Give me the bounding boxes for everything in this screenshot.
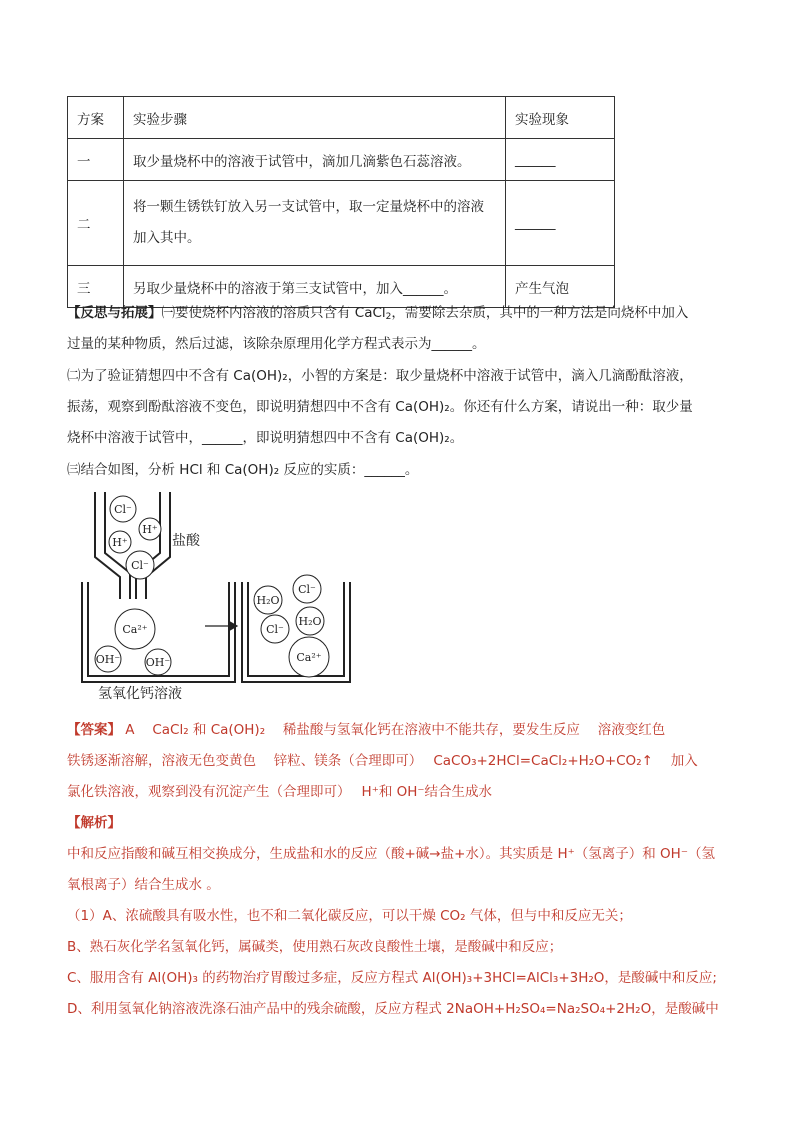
header-plan: 方案 — [68, 97, 124, 139]
header-result: 实验现象 — [506, 97, 615, 139]
row1-step: 取少量烧杯中的溶液于试管中，滴加几滴紫色石蕊溶液。 — [124, 139, 506, 181]
row3-result: 产生气泡 — [506, 266, 615, 308]
dropper-right-wall — [146, 492, 170, 599]
base-label: 氢氧化钙溶液 — [98, 686, 182, 702]
row3-plan: 三 — [68, 266, 124, 308]
label-cl-3: Cl⁻ — [298, 583, 316, 596]
label-h-2: H⁺ — [112, 536, 128, 549]
answer-line3: 氯化铁溶液，观察到没有沉淀产生（合理即可） H⁺和 OH⁻结合生成水 — [67, 784, 493, 800]
experiment-table — [67, 96, 615, 308]
label-oh-1: OH⁻ — [95, 653, 121, 666]
table-row — [68, 266, 615, 308]
label-oh-2: OH⁻ — [145, 656, 171, 669]
row2-step-line1: 将一颗生锈铁钉放入另一支试管中，取一定量烧杯中的溶液 — [133, 199, 484, 215]
row2-step — [124, 181, 506, 266]
label-cl-2: Cl⁻ — [131, 559, 149, 572]
reflection-p1-line1: 【反思与拓展】㈠要使烧杯内溶液的溶质只含有 CaCl$_2$，需要除去杂质，其中的一种方法是向烧杯中加入 — [67, 305, 689, 322]
row2-step-line2: 加入其中。 — [133, 230, 201, 246]
label-cl-1: Cl⁻ — [114, 503, 132, 516]
reflection-p1-line2: 过量的某种物质，然后过滤，该除杂原理用化学方程式表示为______。 — [67, 336, 486, 352]
reflection-p2-line1: ㈡为了验证猜想四中不含有 Ca(OH)₂，小智的方案是：取少量烧杯中溶液于试管中，滴入几滴酚酞溶液， — [67, 368, 693, 384]
analysis-line6: D、利用氢氧化钠溶液洗涤石油产品中的残余硫酸，反应方程式 2NaOH+H₂SO₄=Na₂SO₄+2H₂O，是酸碱中 — [67, 1001, 719, 1017]
analysis-line1: 中和反应指酸和碱互相交换成分，生成盐和水的反应（酸+碱→盐+水）。其实质是 H⁺（氢离子）和 OH⁻（氢 — [67, 846, 715, 862]
label-h2o-2: H₂O — [298, 615, 322, 628]
row1-plan: 一 — [68, 139, 124, 181]
reaction-diagram — [70, 487, 370, 707]
table-header-row — [68, 97, 615, 139]
row3-step: 另取少量烧杯中的溶液于第三支试管中，加入______。 — [124, 266, 506, 308]
header-step: 实验步骤 — [124, 97, 506, 139]
label-ca-right: Ca²⁺ — [296, 651, 322, 664]
label-h-1: H⁺ — [142, 523, 158, 536]
analysis-label: 【解析】 — [67, 815, 121, 831]
label-cl-4: Cl⁻ — [266, 623, 284, 636]
row2-plan: 二 — [68, 181, 124, 266]
reflection-p1-b: ，需要除去杂质，其中的一种方法是向烧杯中加入 — [391, 305, 689, 321]
row2-result: ______ — [506, 181, 615, 266]
reflection-p1-a: ㈠要使烧杯内溶液的溶质只含有 CaCl — [161, 305, 386, 321]
row1-result: ______ — [506, 139, 615, 181]
acid-label: 盐酸 — [172, 533, 200, 549]
label-h2o-1: H₂O — [256, 594, 280, 607]
analysis-line2: 氧根离子）结合生成水 。 — [67, 877, 220, 893]
answer-line2: 铁锈逐渐溶解，溶液无色变黄色 锌粒、镁条（合理即可） CaCO₃+2HCl=CaCl₂+H₂O+CO₂↑ 加入 — [67, 753, 698, 769]
answer-label: 【答案】 — [67, 722, 121, 738]
table-row — [68, 181, 615, 266]
answer-line1-text: A CaCl₂ 和 Ca(OH)₂ 稀盐酸与氢氧化钙在溶液中不能共存，要发生反应 溶液变红色 — [125, 722, 666, 738]
reflection-label: 【反思与拓展】 — [67, 305, 162, 321]
analysis-line3: （1）A、浓硫酸具有吸水性，也不和二氧化碳反应，可以干燥 CO₂ 气体，但与中和反应无关； — [67, 908, 632, 924]
reflection-p2-line2: 振荡，观察到酚酞溶液不变色，即说明猜想四中不含有 Ca(OH)₂。你还有什么方案，请说出一种：取少量 — [67, 399, 693, 415]
table-row — [68, 139, 615, 181]
analysis-line5: C、服用含有 Al(OH)₃ 的药物治疗胃酸过多症，反应方程式 Al(OH)₃+3HCl=AlCl₃+3H₂O，是酸碱中和反应; — [67, 970, 717, 986]
answer-line1 — [67, 720, 665, 740]
reflection-p3: ㈢结合如图，分析 HCl 和 Ca(OH)₂ 反应的实质：______。 — [67, 462, 419, 478]
analysis-line4: B、熟石灰化学名氢氧化钙，属碱类，使用熟石灰改良酸性土壤，是酸碱中和反应； — [67, 939, 563, 955]
label-ca-left: Ca²⁺ — [122, 623, 148, 636]
reflection-p2-line3: 烧杯中溶液于试管中，______，即说明猜想四中不含有 Ca(OH)₂。 — [67, 430, 464, 446]
